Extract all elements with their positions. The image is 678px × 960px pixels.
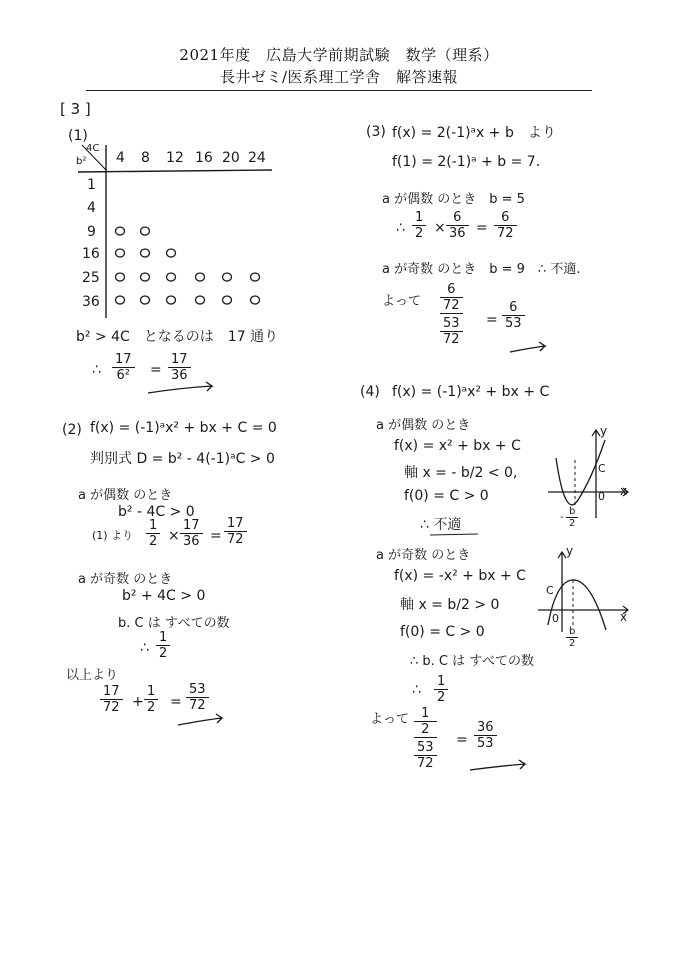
table-circle-mark <box>223 273 232 281</box>
part4-odd-case: a が奇数 のとき <box>376 548 471 563</box>
part3-odd-case: a が奇数 のとき b = 9 ∴ 不適. <box>382 262 581 277</box>
graph2-y-label: y <box>566 544 574 558</box>
table-circle-mark <box>196 273 205 281</box>
table-circle-mark <box>223 296 232 304</box>
table-circle-mark <box>141 249 150 257</box>
part4-even-case: a が偶数 のとき <box>376 418 471 433</box>
page-title: 2021年度 広島大学前期試験 数学（理系） <box>179 46 499 64</box>
part2-even-case: a が偶数 のとき <box>78 488 173 503</box>
therefore-symbol: ∴ <box>140 640 149 656</box>
table-circle-mark <box>116 249 125 257</box>
col-header: 4 <box>116 150 125 166</box>
part2-odd-case: a が奇数 のとき <box>78 572 173 587</box>
part2-even-condition: b² - 4C > 0 <box>118 504 195 520</box>
fraction: $\frac{6}{36}$ <box>446 210 469 241</box>
problem-number: [ 3 ] <box>60 100 91 118</box>
therefore-symbol: ∴ <box>412 682 421 698</box>
equals: = <box>476 220 488 236</box>
part1-label: (1) <box>68 128 88 144</box>
page-subtitle: 長井ゼミ/医系理工学舎 解答速報 <box>219 68 459 86</box>
fraction: $\frac{17}{72}$ <box>100 684 123 715</box>
equals: = <box>170 694 182 710</box>
graph2-x-label: x <box>620 610 628 624</box>
table-circle-mark <box>167 296 176 304</box>
therefore-symbol: ∴ <box>92 362 101 378</box>
times: × <box>168 528 180 544</box>
table-circle-mark <box>141 227 150 235</box>
part4-even-axis: 軸 x = - b/2 < 0, <box>404 465 518 481</box>
part4-even-f0: f(0) = C > 0 <box>404 488 489 504</box>
part3-equation: f(x) = 2(-1)ᵃx + b より <box>392 125 556 141</box>
table-circle-mark <box>116 273 125 281</box>
col-header: 24 <box>248 150 266 166</box>
fraction: $\frac{36}{53}$ <box>474 720 497 751</box>
graph1-vertex-sign: - <box>560 512 564 523</box>
col-header: 12 <box>166 150 184 166</box>
table-circle-mark <box>167 249 176 257</box>
fraction: $\frac{53}{72}$ <box>186 682 209 713</box>
plus: + <box>132 694 144 710</box>
part3-even-case: a が偶数 のとき b = 5 <box>382 192 525 207</box>
table-corner-4c: 4C <box>86 143 100 154</box>
table-circle-mark <box>116 227 125 235</box>
row-header: 36 <box>82 294 100 310</box>
equals: = <box>486 312 498 328</box>
part4-odd-note: ∴ b. C は すべての数 <box>410 654 535 669</box>
stacked-fraction: 1 2 53 72 <box>414 706 437 771</box>
part2-summary-label: 以上より <box>66 668 119 683</box>
fraction: $\frac{17}{36}$ <box>180 518 203 549</box>
part3-summary-label: よって <box>382 294 422 309</box>
graph-even-case <box>548 430 628 518</box>
table-corner-b2: b² <box>76 156 87 167</box>
fraction: $\frac{1}{2}$ <box>412 210 426 241</box>
graph1-y-label: y <box>600 424 608 438</box>
part4-even-result: ∴ 不適 <box>420 517 462 533</box>
fraction: $\frac{17}{36}$ <box>168 352 191 383</box>
table-circle-mark <box>141 273 150 281</box>
col-header: 20 <box>222 150 240 166</box>
col-header: 8 <box>141 150 150 166</box>
therefore-symbol: ∴ <box>396 220 405 236</box>
table-marks <box>116 227 260 304</box>
equals: = <box>150 362 162 378</box>
part4-odd-axis: 軸 x = b/2 > 0 <box>400 597 500 613</box>
part4-odd-f: f(x) = -x² + bx + C <box>394 568 526 584</box>
table-circle-mark <box>251 273 260 281</box>
graph1-vertex-label: $\frac{b}{2}$ <box>566 506 578 529</box>
graph2-origin: 0 <box>552 612 559 625</box>
part3-value: f(1) = 2(-1)ᵃ + b = 7. <box>392 154 541 170</box>
part2-even-ref: (1) より <box>92 529 134 542</box>
fraction: $\frac{17}{\text{6²}}$ <box>112 352 135 383</box>
row-header: 16 <box>82 246 100 262</box>
table-circle-mark <box>251 296 260 304</box>
row-header: 25 <box>82 270 100 286</box>
fraction: $\frac{1}{2}$ <box>144 684 158 715</box>
part4-equation: f(x) = (-1)ᵃx² + bx + C <box>392 384 550 400</box>
fraction: $\frac{1}{2}$ <box>156 630 170 661</box>
fraction: $\frac{6}{72}$ <box>494 210 517 241</box>
table-circle-mark <box>141 296 150 304</box>
table-circle-mark <box>167 273 176 281</box>
times: × <box>434 220 446 236</box>
col-header: 16 <box>195 150 213 166</box>
graph1-origin: 0 <box>598 490 605 503</box>
part4-even-f: f(x) = x² + bx + C <box>394 438 521 454</box>
fraction: $\frac{1}{2}$ <box>146 518 160 549</box>
part4-summary-label: よって <box>370 712 410 727</box>
part4-odd-f0: f(0) = C > 0 <box>400 624 485 640</box>
graph2-c-label: C <box>546 584 554 597</box>
graph1-c-label: C <box>598 462 606 475</box>
part2-equation: f(x) = (-1)ᵃx² + bx + C = 0 <box>90 420 277 436</box>
part2-discriminant: 判別式 D = b² - 4(-1)ᵃC > 0 <box>90 451 275 467</box>
fraction: $\frac{1}{2}$ <box>434 674 448 705</box>
part4-label: (4) <box>360 384 380 400</box>
part3-label: (3) <box>366 124 386 140</box>
table-circle-mark <box>196 296 205 304</box>
row-header: 9 <box>87 224 96 240</box>
equals: = <box>456 732 468 748</box>
table-circle-mark <box>116 296 125 304</box>
condition-text: b² > 4C となるのは 17 通り <box>76 329 279 345</box>
part2-odd-condition: b² + 4C > 0 <box>122 588 206 604</box>
fraction: $\frac{6}{53}$ <box>502 300 525 331</box>
fraction: $\frac{17}{72}$ <box>224 516 247 547</box>
part2-label: (2) <box>62 422 82 438</box>
graph1-x-label: x <box>620 484 628 498</box>
stacked-fraction: 6 72 53 72 <box>440 282 463 347</box>
row-header: 1 <box>87 177 96 193</box>
part2-odd-note: b. C は すべての数 <box>118 616 230 631</box>
row-header: 4 <box>87 200 96 216</box>
equals: = <box>210 528 222 544</box>
graph2-vertex-label: $\frac{b}{2}$ <box>566 626 578 649</box>
